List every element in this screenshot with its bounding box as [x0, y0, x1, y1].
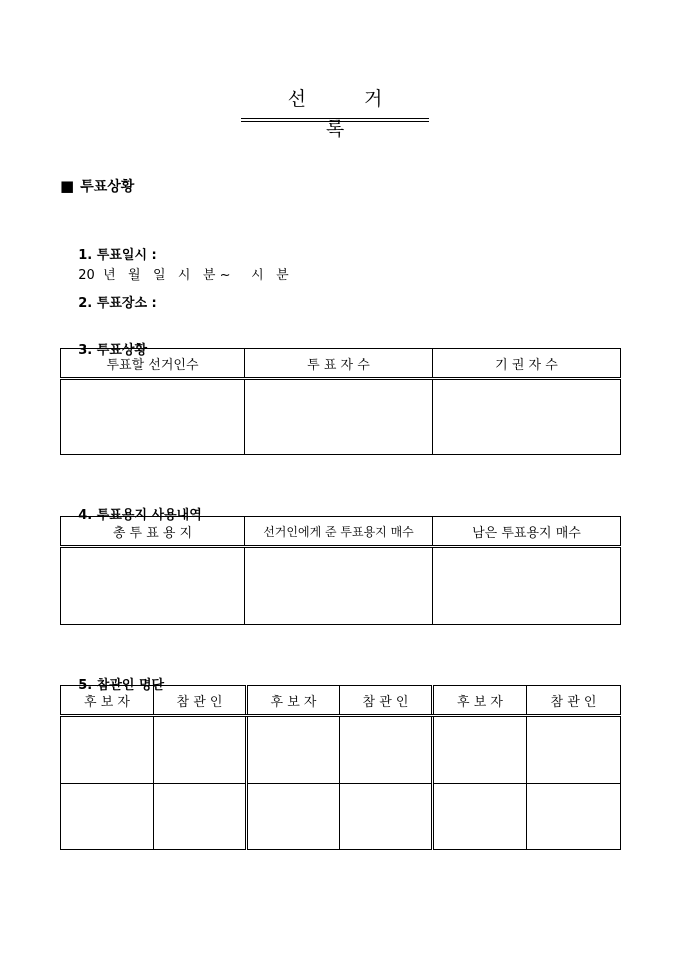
- table-header: 투표할 선거인수: [61, 349, 245, 379]
- section-heading: [60, 176, 134, 197]
- square-bullet-icon: ■: [60, 177, 75, 195]
- table-cell: [340, 784, 433, 850]
- table-header: 참 관 인: [527, 686, 621, 716]
- table-header: 후 보 자: [61, 686, 154, 716]
- table-header: 참 관 인: [340, 686, 433, 716]
- table-header: 선거인에게 준 투표용지 매수: [245, 517, 433, 547]
- table-cell: [245, 547, 433, 625]
- ballot-usage-table: [60, 516, 621, 625]
- table-cell: [527, 784, 621, 850]
- table-cell: [247, 716, 340, 784]
- table-header: 남은 투표용지 매수: [433, 517, 621, 547]
- table-header: 기 권 자 수: [433, 349, 621, 379]
- table-cell: [61, 379, 245, 455]
- vote-place-line: [70, 274, 157, 314]
- vote-date-label: 1. 투표일시 :: [78, 248, 157, 263]
- table-header: 후 보 자: [433, 686, 527, 716]
- table-cell: [61, 784, 154, 850]
- document-title: 선 거 록: [241, 84, 429, 122]
- vote-date-value: 20 년 월 일 시 분 ~ 시 분: [78, 268, 289, 283]
- table-header: 후 보 자: [247, 686, 340, 716]
- table-row: [61, 379, 621, 455]
- table-header: 참 관 인: [154, 686, 247, 716]
- table-cell: [433, 547, 621, 625]
- table-cell: [340, 716, 433, 784]
- table-header: 투 표 자 수: [245, 349, 433, 379]
- table-cell: [154, 716, 247, 784]
- table-cell: [154, 784, 247, 850]
- table-cell: [61, 547, 245, 625]
- table-cell: [245, 379, 433, 455]
- table-cell: [433, 716, 527, 784]
- table-cell: [433, 784, 527, 850]
- vote-status-table: [60, 348, 621, 455]
- ballot-usage-label: 4. 투표용지 사용내역: [78, 508, 202, 523]
- table-row: [61, 547, 621, 625]
- observer-list-label: 5. 참관인 명단: [78, 678, 165, 693]
- table-header: 총 투 표 용 지: [61, 517, 245, 547]
- table-row: [61, 716, 621, 784]
- table-cell: [247, 784, 340, 850]
- section-heading-label: 투표상황: [80, 179, 135, 195]
- table-cell: [527, 716, 621, 784]
- table-cell: [433, 379, 621, 455]
- table-row: [61, 784, 621, 850]
- observer-table: [60, 685, 621, 850]
- table-cell: [61, 716, 154, 784]
- vote-status-label: 3. 투표상황: [78, 343, 148, 358]
- vote-place-label: 2. 투표장소 :: [78, 296, 157, 311]
